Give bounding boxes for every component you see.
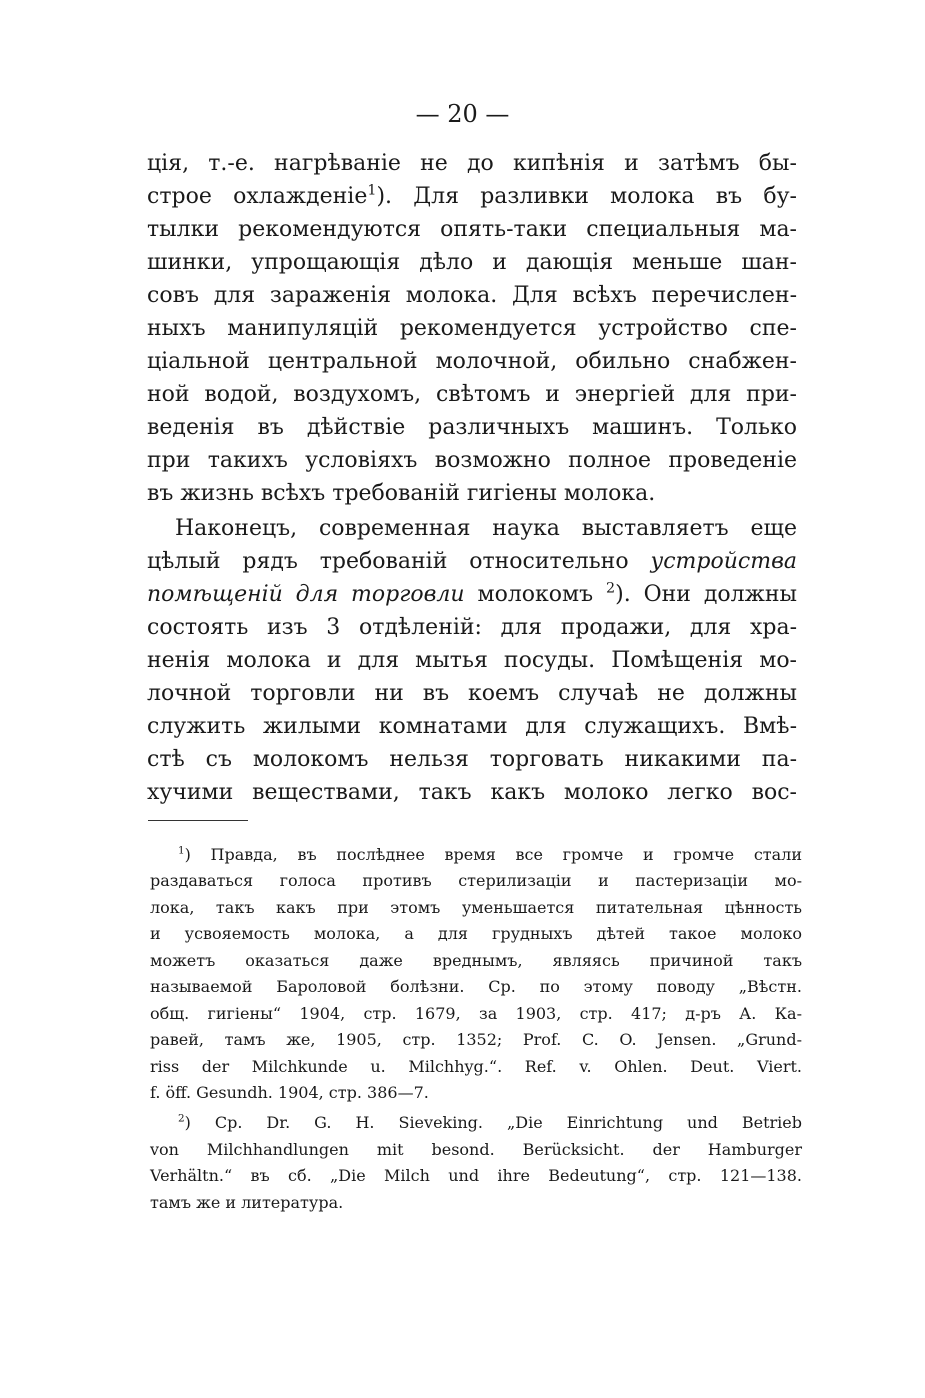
footnote-line: f. öff. Gesundh. 1904, стр. 386—7. (150, 1083, 429, 1102)
body-line: помѣщеній для торговли молокомъ $^2$). Они должны (147, 580, 797, 607)
body-line: въ жизнь всѣхъ требованій гигіены молока. (147, 481, 656, 506)
footnote-line: Verhältn.“ въ сб. „Die Milch und ihre Bedeutung“, стр. 121—138. (150, 1166, 802, 1185)
footnote-line: $^1$) Правда, въ послѣднее время все громче и громче стали (178, 844, 802, 864)
body-line: ненія молока и для мытья посуды. Помѣщенія мо- (147, 648, 797, 673)
footnote-line: лока, такъ какъ при этомъ уменьшается питательная цѣнность (150, 898, 802, 917)
body-line: строе охлажденіе$^1$). Для разливки молока въ бу- (147, 182, 797, 209)
footnote-line: раздаваться голоса противъ стерилизаціи и пастеризаціи мо- (150, 871, 802, 890)
body-line: при такихъ условіяхъ возможно полное проведеніе (147, 448, 797, 473)
footnote-line: общ. гигіены“ 1904, стр. 1679, за 1903, стр. 417; д-ръ А. Ка- (150, 1004, 802, 1023)
body-line: состоять изъ 3 отдѣленій: для продажи, для хра- (147, 615, 797, 640)
footnote-line: тамъ же и литература. (150, 1193, 344, 1212)
body-line: хучими веществами, такъ какъ молоко легко вос- (147, 780, 797, 805)
body-line: цѣлый рядъ требованій относительно устройства (147, 549, 797, 574)
body-line: ныхъ манипуляцій рекомендуется устройство спе- (147, 316, 797, 341)
body-line: лочной торговли ни въ коемъ случаѣ не должны (147, 681, 797, 706)
body-line: ціальной центральной молочной, обильно снабжен- (147, 349, 797, 374)
emphasis: помѣщеній для торговли (147, 582, 465, 607)
footnote-line: можетъ оказаться даже вреднымъ, являясь причиной такъ (150, 951, 802, 970)
footnote-line: von Milchhandlungen mit besond. Berücksicht. der Hamburger (150, 1140, 802, 1159)
footnote-line: равей, тамъ же, 1905, стр. 1352; Prof. C. O. Jensen. „Grund- (150, 1030, 802, 1049)
footnote-mark: 1 (178, 844, 185, 857)
footnote-line: называемой Бароловой болѣзни. Ср. по этому поводу „Вѣстн. (150, 977, 802, 996)
footnote-ref[interactable]: 1 (367, 182, 377, 199)
body-line: совъ для зараженія молока. Для всѣхъ перечислен- (147, 283, 797, 308)
body-line: служить жилыми комнатами для служащихъ. Вмѣ- (147, 714, 797, 739)
footnote-divider (148, 820, 248, 821)
body-line: ція, т.-е. нагрѣваніе не до кипѣнія и затѣмъ бы- (147, 151, 797, 176)
body-line: тылки рекомендуются опять-таки специальныя ма- (147, 217, 797, 242)
body-line: стѣ съ молокомъ нельзя торговать никакими па- (147, 747, 797, 772)
body-line: веденія въ дѣйствіе различныхъ машинъ. Только (147, 415, 797, 440)
footnote-ref[interactable]: 2 (606, 580, 616, 597)
page-number: — 20 — (415, 100, 510, 128)
emphasis: устройства (650, 549, 797, 574)
body-line: Наконецъ, современная наука выставляетъ еще (175, 516, 797, 541)
body-line: ной водой, воздухомъ, свѣтомъ и энергіей для при- (147, 382, 797, 407)
footnote-line: и усвояемость молока, а для грудныхъ дѣтей такое молоко (150, 924, 802, 943)
footnote-mark: 2 (178, 1112, 185, 1125)
footnote-line: riss der Milchkunde u. Milchhyg.“. Ref. v. Ohlen. Deut. Viert. (150, 1057, 802, 1076)
footnote-line: $^2$) Ср. Dr. G. H. Sieveking. „Die Einrichtung und Betrieb (178, 1112, 802, 1132)
body-line: шинки, упрощающія дѣло и дающія меньше шан- (147, 250, 797, 275)
